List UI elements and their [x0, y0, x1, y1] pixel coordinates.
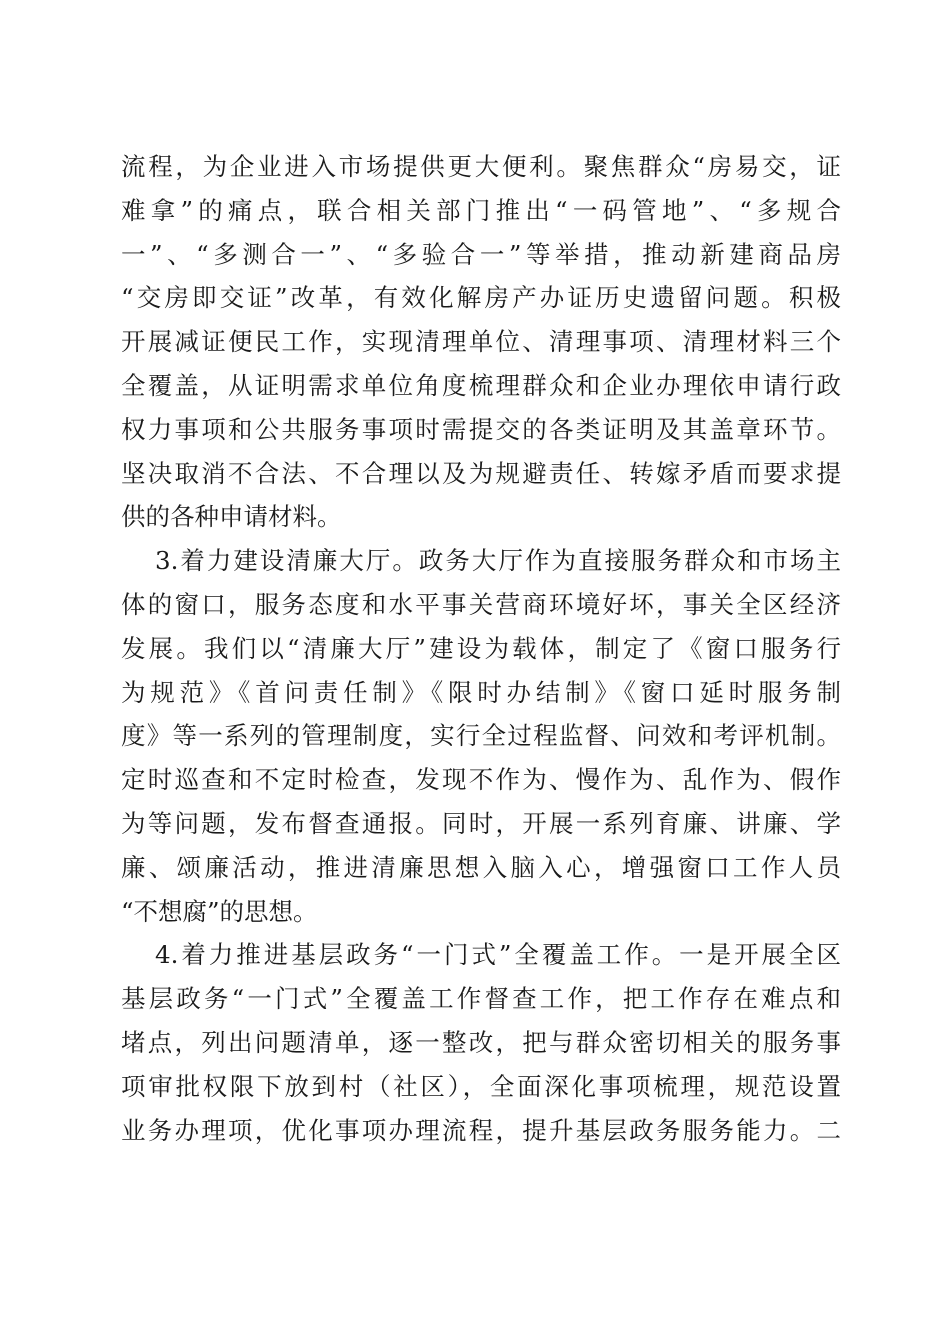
text-line: 3.着力建设清廉大厅。政务大厅作为直接服务群众和市场主 [155, 546, 841, 576]
text-line: 度》等一系列的管理制度，实行全过程监督、问效和考评机制。 [121, 721, 841, 751]
document-body [121, 145, 841, 1152]
text-line: 为等问题，发布督查通报。同时，开展一系列育廉、讲廉、学 [121, 808, 841, 838]
text-line: 难拿”的痛点，联合相关部门推出“一码管地”、“多规合 [121, 195, 841, 225]
text-line: 流程，为企业进入市场提供更大便利。聚焦群众“房易交，证 [121, 152, 841, 181]
text-line: 定时巡查和不定时检查，发现不作为、慢作为、乱作为、假作 [121, 765, 841, 795]
text-line: 为规范》《首问责任制》《限时办结制》《窗口延时服务制 [121, 677, 841, 707]
text-line: 开展减证便民工作，实现清理单位、清理事项、清理材料三个 [121, 327, 841, 357]
text-line: “不想腐”的思想。 [121, 896, 318, 926]
text-line: 一”、“多测合一”、“多验合一”等举措，推动新建商品房 [121, 239, 841, 269]
text-line: 业务办理项，优化事项办理流程，提升基层政务服务能力。二 [121, 1115, 841, 1145]
text-line: 基层政务“一门式”全覆盖工作督查工作，把工作存在难点和 [121, 984, 841, 1014]
text-line: 体的窗口，服务态度和水平事关营商环境好坏，事关全区经济 [121, 589, 841, 619]
text-line: 堵点，列出问题清单，逐一整改，把与群众密切相关的服务事 [121, 1027, 841, 1057]
text-line: 供的各种申请材料。 [121, 502, 342, 532]
text-line: 4.着力推进基层政务“一门式”全覆盖工作。一是开展全区 [155, 940, 841, 970]
text-line: 发展。我们以“清廉大厅”建设为载体，制定了《窗口服务行 [121, 633, 841, 663]
text-line: 坚决取消不合法、不合理以及为规避责任、转嫁矛盾而要求提 [121, 458, 841, 488]
text-line: “交房即交证”改革，有效化解房产办证历史遗留问题。积极 [121, 283, 841, 313]
text-line: 廉、颂廉活动，推进清廉思想入脑入心，增强窗口工作人员 [121, 852, 841, 882]
text-line: 项审批权限下放到村（社区），全面深化事项梳理，规范设置 [121, 1071, 841, 1101]
text-line: 全覆盖，从证明需求单位角度梳理群众和企业办理依申请行政 [121, 370, 841, 400]
text-line: 权力事项和公共服务事项时需提交的各类证明及其盖章环节。 [121, 414, 841, 444]
